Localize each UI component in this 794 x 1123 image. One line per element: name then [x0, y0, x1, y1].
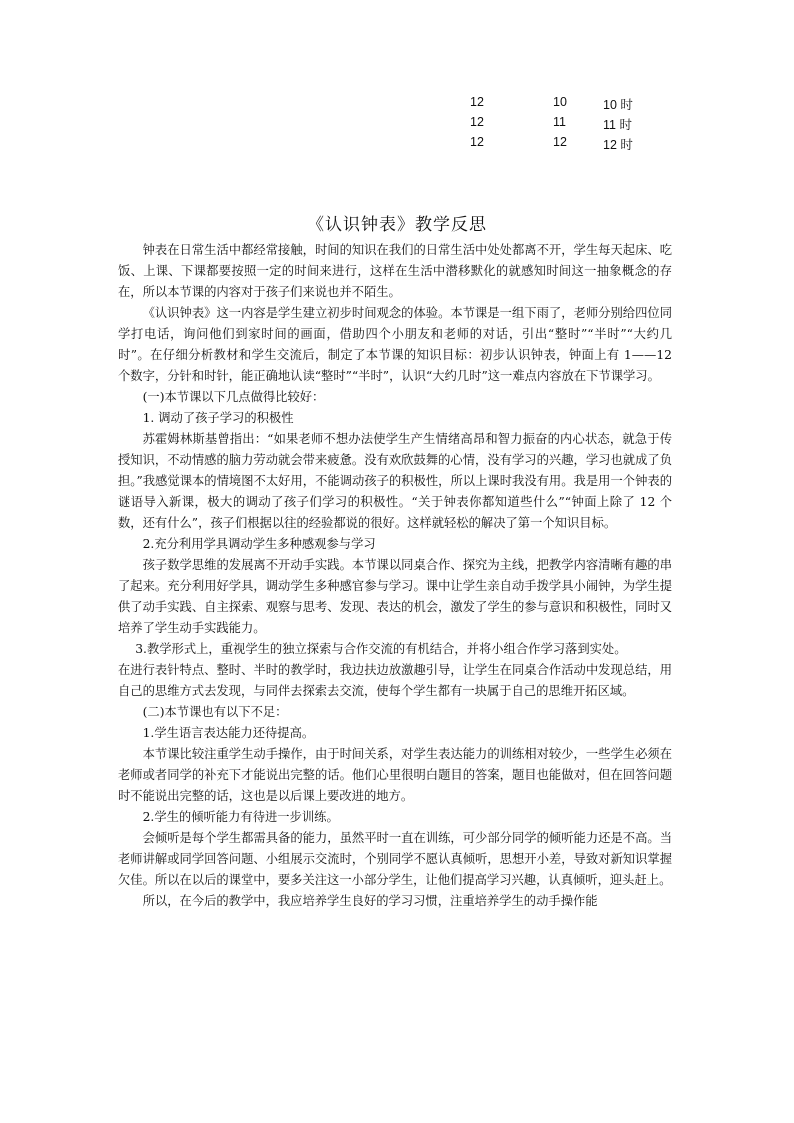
table-cell: 12	[470, 135, 484, 149]
paragraph: 所以，在今后的教学中，我应培养学生良好的学习习惯，注重培养学生的动手操作能	[142, 894, 598, 908]
subsection-heading: 3.教学形式上，重视学生的独立探索与合作交流的有机结合，并将小组合作学习落到实处。	[135, 642, 627, 656]
section-heading: (一)本节课以下几点做得比较好：	[142, 390, 325, 404]
table-row	[0, 135, 794, 155]
table-cell: 11 时	[603, 118, 632, 132]
table-cell: 10 时	[603, 98, 633, 112]
paragraph: 在进行表针特点、整时、半时的教学时，我边扶边放激趣引导，让学生在同桌合作活动中发现总结，用自己的思维方式去发现，与同伴去探索去交流，使每个学生都有一块属于自己的思维开拓区域。	[118, 663, 672, 698]
table-row	[0, 115, 794, 135]
table-cell: 11	[553, 115, 566, 129]
paragraph: 会倾听是每个学生都需具备的能力，虽然平时一直在训练，可少部分同学的倾听能力还是不高。当老师讲解或同学回答问题、小组展示交流时，个别同学不愿认真倾听，思想开小差，导致对新知识掌握欠佳。所以在以后的课堂中，要多关注这一小部分学生，让他们提高学习兴趣，认真倾听，迎头赶上。	[118, 831, 672, 887]
page-title: 《认识钟表》教学反思	[307, 215, 487, 235]
paragraph: 本节课比较注重学生动手操作，由于时间关系，对学生表达能力的训练相对较少，一些学生必须在老师或者同学的补充下才能说出完整的话。他们心里很明白题目的答案，题目也能做对，但在回答问题时不能说出完整的话，这也是以后课上要改进的地方。	[118, 747, 672, 803]
section-heading: (二)本节课也有以下不足：	[142, 705, 288, 719]
subsection-heading: 1.学生语言表达能力还待提高。	[142, 726, 315, 740]
paragraph: 孩子数学思维的发展离不开动手实践。本节课以同桌合作、探究为主线，把教学内容清晰有趣的串了起来。充分利用好学具，调动学生多种感官参与学习。课中让学生亲自动手拨学具小闹钟，为学生提供了动手实践、自主探索、观察与思考、发现、表达的机会，激发了学生的参与意识和积极性，同时又培养了学生动手实践能力。	[118, 558, 672, 635]
paragraph: 苏霍姆林斯基曾指出：“如果老师不想办法使学生产生情绪高昂和智力振奋的内心状态，就急于传授知识，不动情感的脑力劳动就会带来疲惫。没有欢欣鼓舞的心情，没有学习的兴趣，学习也就成了负担。”我感觉课本的情境图不太好用，不能调动孩子的积极性，所以上课时我没有用。我是用一个钟表的谜语导入新课，极大的调动了孩子们学习的积极性。“关于钟表你都知道些什么”“钟面上除了 12 个数，还有什么”，孩子们根据以往的经验都说的很好。这样就轻松的解决了第一个知识目标。	[118, 432, 672, 530]
document-body	[118, 240, 672, 912]
subsection-heading: 2.充分利用学具调动学生多种感观参与学习	[142, 537, 376, 551]
table-cell: 10	[553, 95, 567, 109]
paragraph: 《认识钟表》这一内容是学生建立初步时间观念的体验。本节课是一组下雨了，老师分别给四位同学打电话，询问他们到家时间的画面，借助四个小朋友和老师的对话，引出“整时”“半时”“大约几时”。在仔细分析教材和学生交流后，制定了本节课的知识目标：初步认识钟表，钟面上有 1——12 个数字，分针和时针，能正确地认读“整时”“半时”，认识“大约几时”这一难点内容放在下节课学习。	[118, 306, 672, 383]
subsection-heading: 1. 调动了孩子学习的积极性	[142, 411, 294, 425]
table-cell: 12	[470, 95, 484, 109]
paragraph: 钟表在日常生活中都经常接触，时间的知识在我们的日常生活中处处都离不开，学生每天起床、吃饭、上课、下课都要按照一定的时间来进行，这样在生活中潜移默化的就感知时间这一抽象概念的存在，所以本节课的内容对于孩子们来说也并不陌生。	[118, 243, 672, 299]
table-row	[0, 95, 794, 115]
table-cell: 12	[553, 135, 567, 149]
table-cell: 12 时	[603, 138, 633, 152]
subsection-heading: 2.学生的倾听能力有待进一步训练。	[142, 810, 339, 824]
table-cell: 12	[470, 115, 484, 129]
time-table	[0, 95, 794, 155]
